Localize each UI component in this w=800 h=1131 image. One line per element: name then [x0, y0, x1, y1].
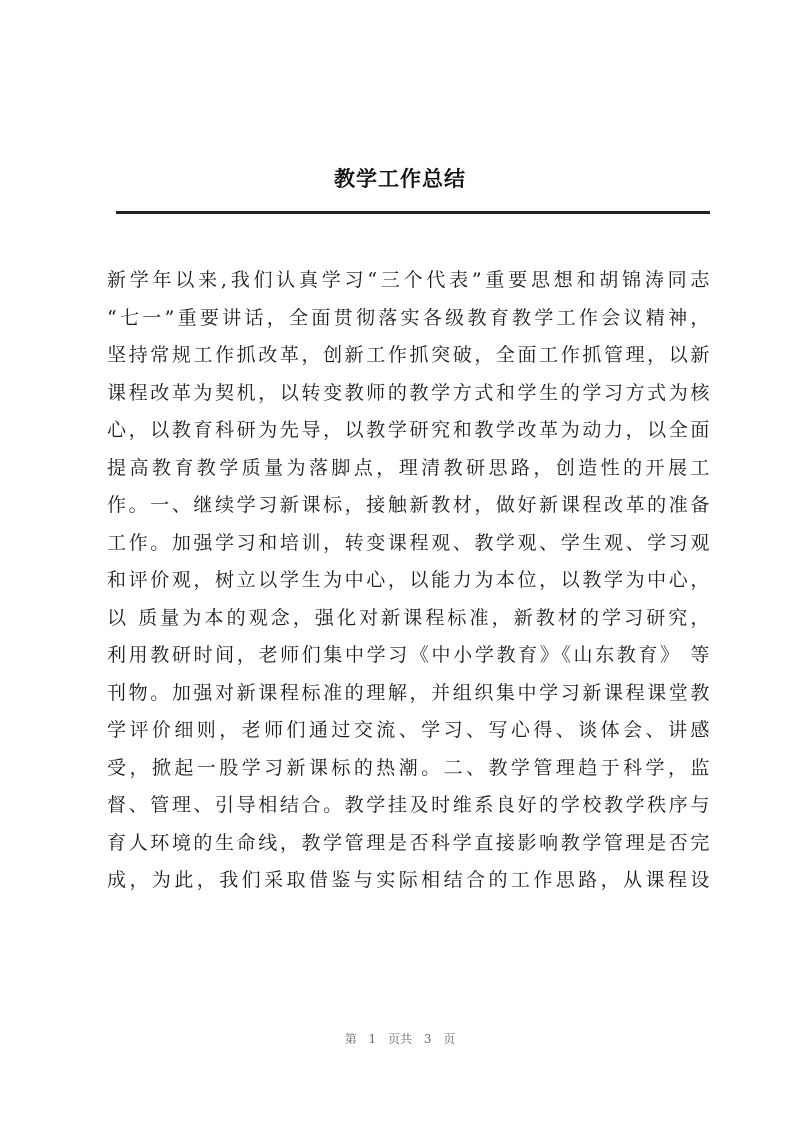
body-line: 学评价细则，老师们通过交流、学习、写心得、谈体会、讲感 — [107, 719, 711, 741]
document-body — [107, 262, 711, 900]
body-line: 以 质量为本的观念，强化对新课程标准，新教材的学习研究， — [107, 606, 711, 629]
title-underline — [116, 211, 710, 214]
body-line: 提高教育教学质量为落脚点，理清教研思路，创造性的开展工 — [107, 456, 711, 479]
body-line: 督、管理、引导相结合。教学挂及时维系良好的学校教学秩序与 — [107, 794, 711, 816]
body-line: 课程改革为契机，以转变教师的教学方式和学生的学习方式为核 — [107, 381, 711, 404]
body-line: “七一”重要讲话，全面贯彻落实各级教育教学工作会议精神， — [107, 306, 711, 329]
body-line: 作。一、继续学习新课标，接触新教材，做好新课程改革的准备 — [107, 494, 711, 516]
body-line: 坚持常规工作抓改革，创新工作抓突破，全面工作抓管理，以新 — [107, 344, 711, 366]
body-line: 工作。加强学习和培训，转变课程观、教学观、学生观、学习观 — [107, 531, 711, 554]
body-line: 新学年以来,我们认真学习“三个代表”重要思想和胡锦涛同志 — [107, 269, 711, 291]
body-line: 育人环境的生命线，教学管理是否科学直接影响教学管理是否完 — [107, 831, 711, 854]
document-title: 教学工作总结 — [334, 167, 466, 191]
body-line: 受，掀起一股学习新课标的热潮。二、教学管理趋于科学，监 — [107, 756, 711, 779]
body-line: 心，以教育科研为先导，以教学研究和教学改革为动力，以全面 — [107, 419, 711, 441]
body-line: 和评价观，树立以学生为中心，以能力为本位，以教学为中心， — [107, 569, 711, 591]
page-number-footer: 第 1 页共 3 页 — [344, 1032, 456, 1046]
body-line: 成，为此，我们采取借鉴与实际相结合的工作思路，从课程设 — [107, 869, 711, 891]
body-line: 利用教研时间，老师们集中学习《中小学教育》《山东教育》 等 — [107, 644, 711, 666]
body-line: 刊物。加强对新课程标准的理解，并组织集中学习新课程课堂教 — [107, 681, 711, 704]
